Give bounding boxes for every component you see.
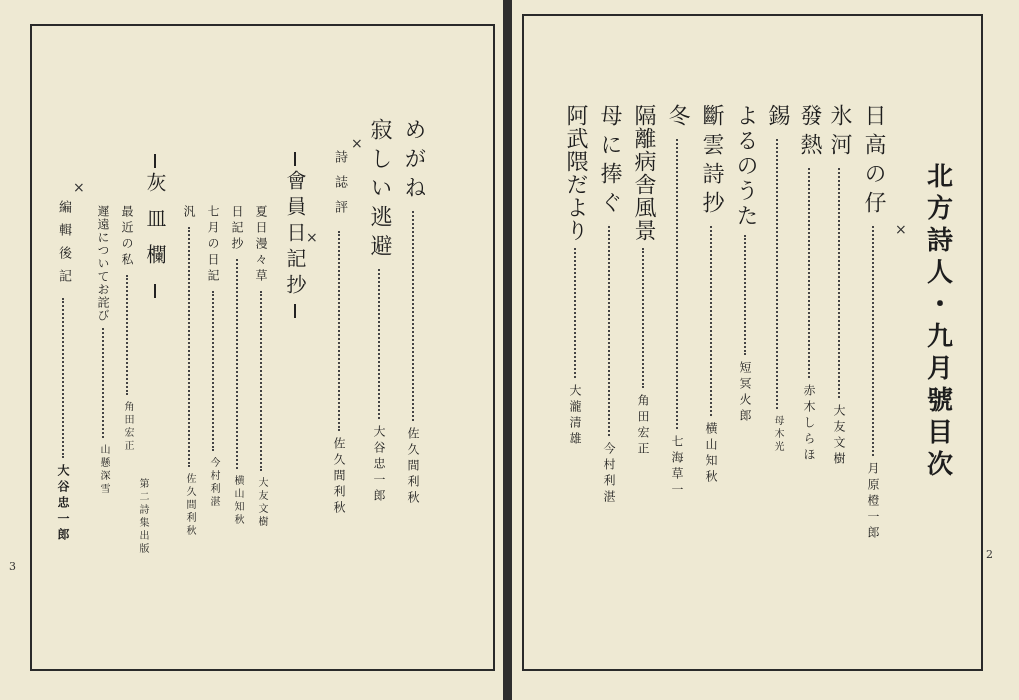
entry-author: 横山知秋	[232, 475, 243, 527]
entry-title: 詩誌評	[332, 150, 347, 225]
entry-author: 大谷忠一郎	[372, 425, 386, 505]
ashtray-section-heading	[140, 150, 170, 302]
toc-entry-note	[134, 478, 150, 556]
toc-entry-1	[856, 104, 890, 604]
toc-entry-9	[592, 104, 626, 604]
entry-author: 横山知秋	[704, 422, 718, 486]
entry-title: 日高の仔	[861, 104, 886, 220]
separator-cross: ×	[351, 136, 363, 152]
entry-author: 母木光	[772, 415, 783, 454]
entry-author: 角田宏正	[636, 394, 650, 458]
entry-author: 佐久間利秋	[184, 473, 195, 538]
section-heading-text: 灰皿欄	[143, 172, 167, 280]
toc-entry-7	[660, 104, 694, 604]
dot-leader	[62, 298, 64, 458]
entry-title: 氷河	[827, 104, 852, 162]
member-diary-section-heading	[280, 148, 310, 322]
heading-dash	[294, 152, 296, 166]
entry-author: 大友文樹	[256, 477, 267, 529]
right-page-number: 2	[986, 548, 993, 561]
toc-entry-8	[626, 104, 660, 604]
dot-leader	[838, 168, 840, 398]
toc-entry-10	[558, 104, 592, 604]
heading-dash	[154, 154, 156, 168]
separator-cross: ×	[895, 222, 907, 238]
dot-leader	[710, 226, 712, 416]
toc-entry-2	[822, 104, 856, 604]
dot-leader	[642, 248, 644, 388]
dot-leader	[236, 259, 238, 469]
toc-entry-shichigatsu	[202, 205, 224, 625]
heading-dash	[294, 304, 296, 318]
separator-cross: ×	[73, 180, 85, 196]
entry-title: よるのうた	[733, 104, 758, 229]
dot-leader	[260, 291, 262, 471]
entry-title: 母に捧ぐ	[597, 104, 622, 220]
dot-leader	[744, 235, 746, 355]
entry-title: 冬	[665, 104, 690, 133]
entry-title: 隔離病舎風景	[631, 104, 656, 242]
toc-entry-6	[694, 104, 728, 604]
toc-entry-owabi	[92, 205, 114, 625]
heading-dash	[154, 284, 156, 298]
entry-author: 大友文樹	[832, 404, 846, 468]
entry-author: 短冥火郎	[738, 361, 752, 425]
toc-heading	[916, 162, 960, 482]
entry-title: 最近の私	[120, 205, 134, 269]
book-gutter	[503, 0, 512, 700]
entry-title: 七月の日記	[206, 205, 220, 285]
entry-title: 汎	[182, 205, 196, 221]
dot-leader	[676, 139, 678, 429]
entry-title: 寂しい逃避	[367, 118, 392, 263]
toc-heading-text: 北方詩人・九月號目次	[922, 162, 953, 482]
dot-leader	[188, 227, 190, 467]
dot-leader	[412, 211, 414, 421]
entry-title: 夏日漫々草	[254, 205, 268, 285]
entry-author: 山懸深雪	[98, 444, 109, 496]
entry-author: 佐久間利秋	[332, 437, 346, 517]
dot-leader	[102, 328, 104, 438]
entry-title: 編輯後記	[56, 200, 71, 292]
dot-leader	[608, 226, 610, 436]
toc-entry-nikki-sho	[226, 205, 248, 625]
left-page-number: 3	[9, 560, 16, 573]
toc-entry-5	[728, 104, 762, 604]
dot-leader	[574, 248, 576, 378]
toc-entry-3	[792, 104, 826, 604]
entry-author: 大瀧清雄	[568, 384, 582, 448]
dot-leader	[808, 168, 810, 378]
entry-author: 七海草一	[670, 435, 684, 499]
toc-entry-natsubi	[250, 205, 272, 625]
toc-entry-megane	[396, 118, 430, 618]
entry-title: 阿武隈だより	[563, 104, 588, 242]
dot-leader	[378, 269, 380, 419]
dot-leader	[338, 231, 340, 431]
right-page	[512, 0, 1019, 700]
toc-entry-editor-note	[50, 200, 76, 620]
toc-entry-4	[760, 104, 794, 604]
entry-title: 日記抄	[230, 205, 244, 253]
toc-entry-saikin	[116, 205, 138, 625]
entry-author: 赤木しらほ	[802, 384, 816, 464]
dot-leader	[776, 139, 778, 409]
dot-leader	[212, 291, 214, 451]
left-page	[0, 0, 503, 700]
toc-entry-poetry-review	[326, 150, 352, 590]
entry-title: 發熱	[797, 104, 822, 162]
entry-title: めがね	[401, 118, 426, 205]
separator-cross: ×	[306, 230, 318, 246]
entry-author: 今村利湛	[602, 442, 616, 506]
dot-leader	[872, 226, 874, 456]
entry-author: 佐久間利秋	[406, 427, 420, 507]
dot-leader	[126, 275, 128, 395]
entry-note-text: 第二詩集出版	[137, 478, 148, 556]
entry-author: 月原橙一郎	[866, 462, 880, 542]
toc-entry-han	[178, 205, 200, 625]
entry-author: 大谷忠一郎	[56, 464, 70, 544]
entry-author: 今村利湛	[208, 457, 219, 509]
entry-title: 斷雲詩抄	[699, 104, 724, 220]
toc-entry-sabishii-tohi	[362, 118, 396, 618]
section-heading-text: 會員日記抄	[283, 170, 307, 300]
entry-title: 錫	[765, 104, 790, 133]
entry-title: 遲遠についてお詫び	[96, 205, 110, 322]
entry-author: 角田宏正	[122, 401, 133, 453]
